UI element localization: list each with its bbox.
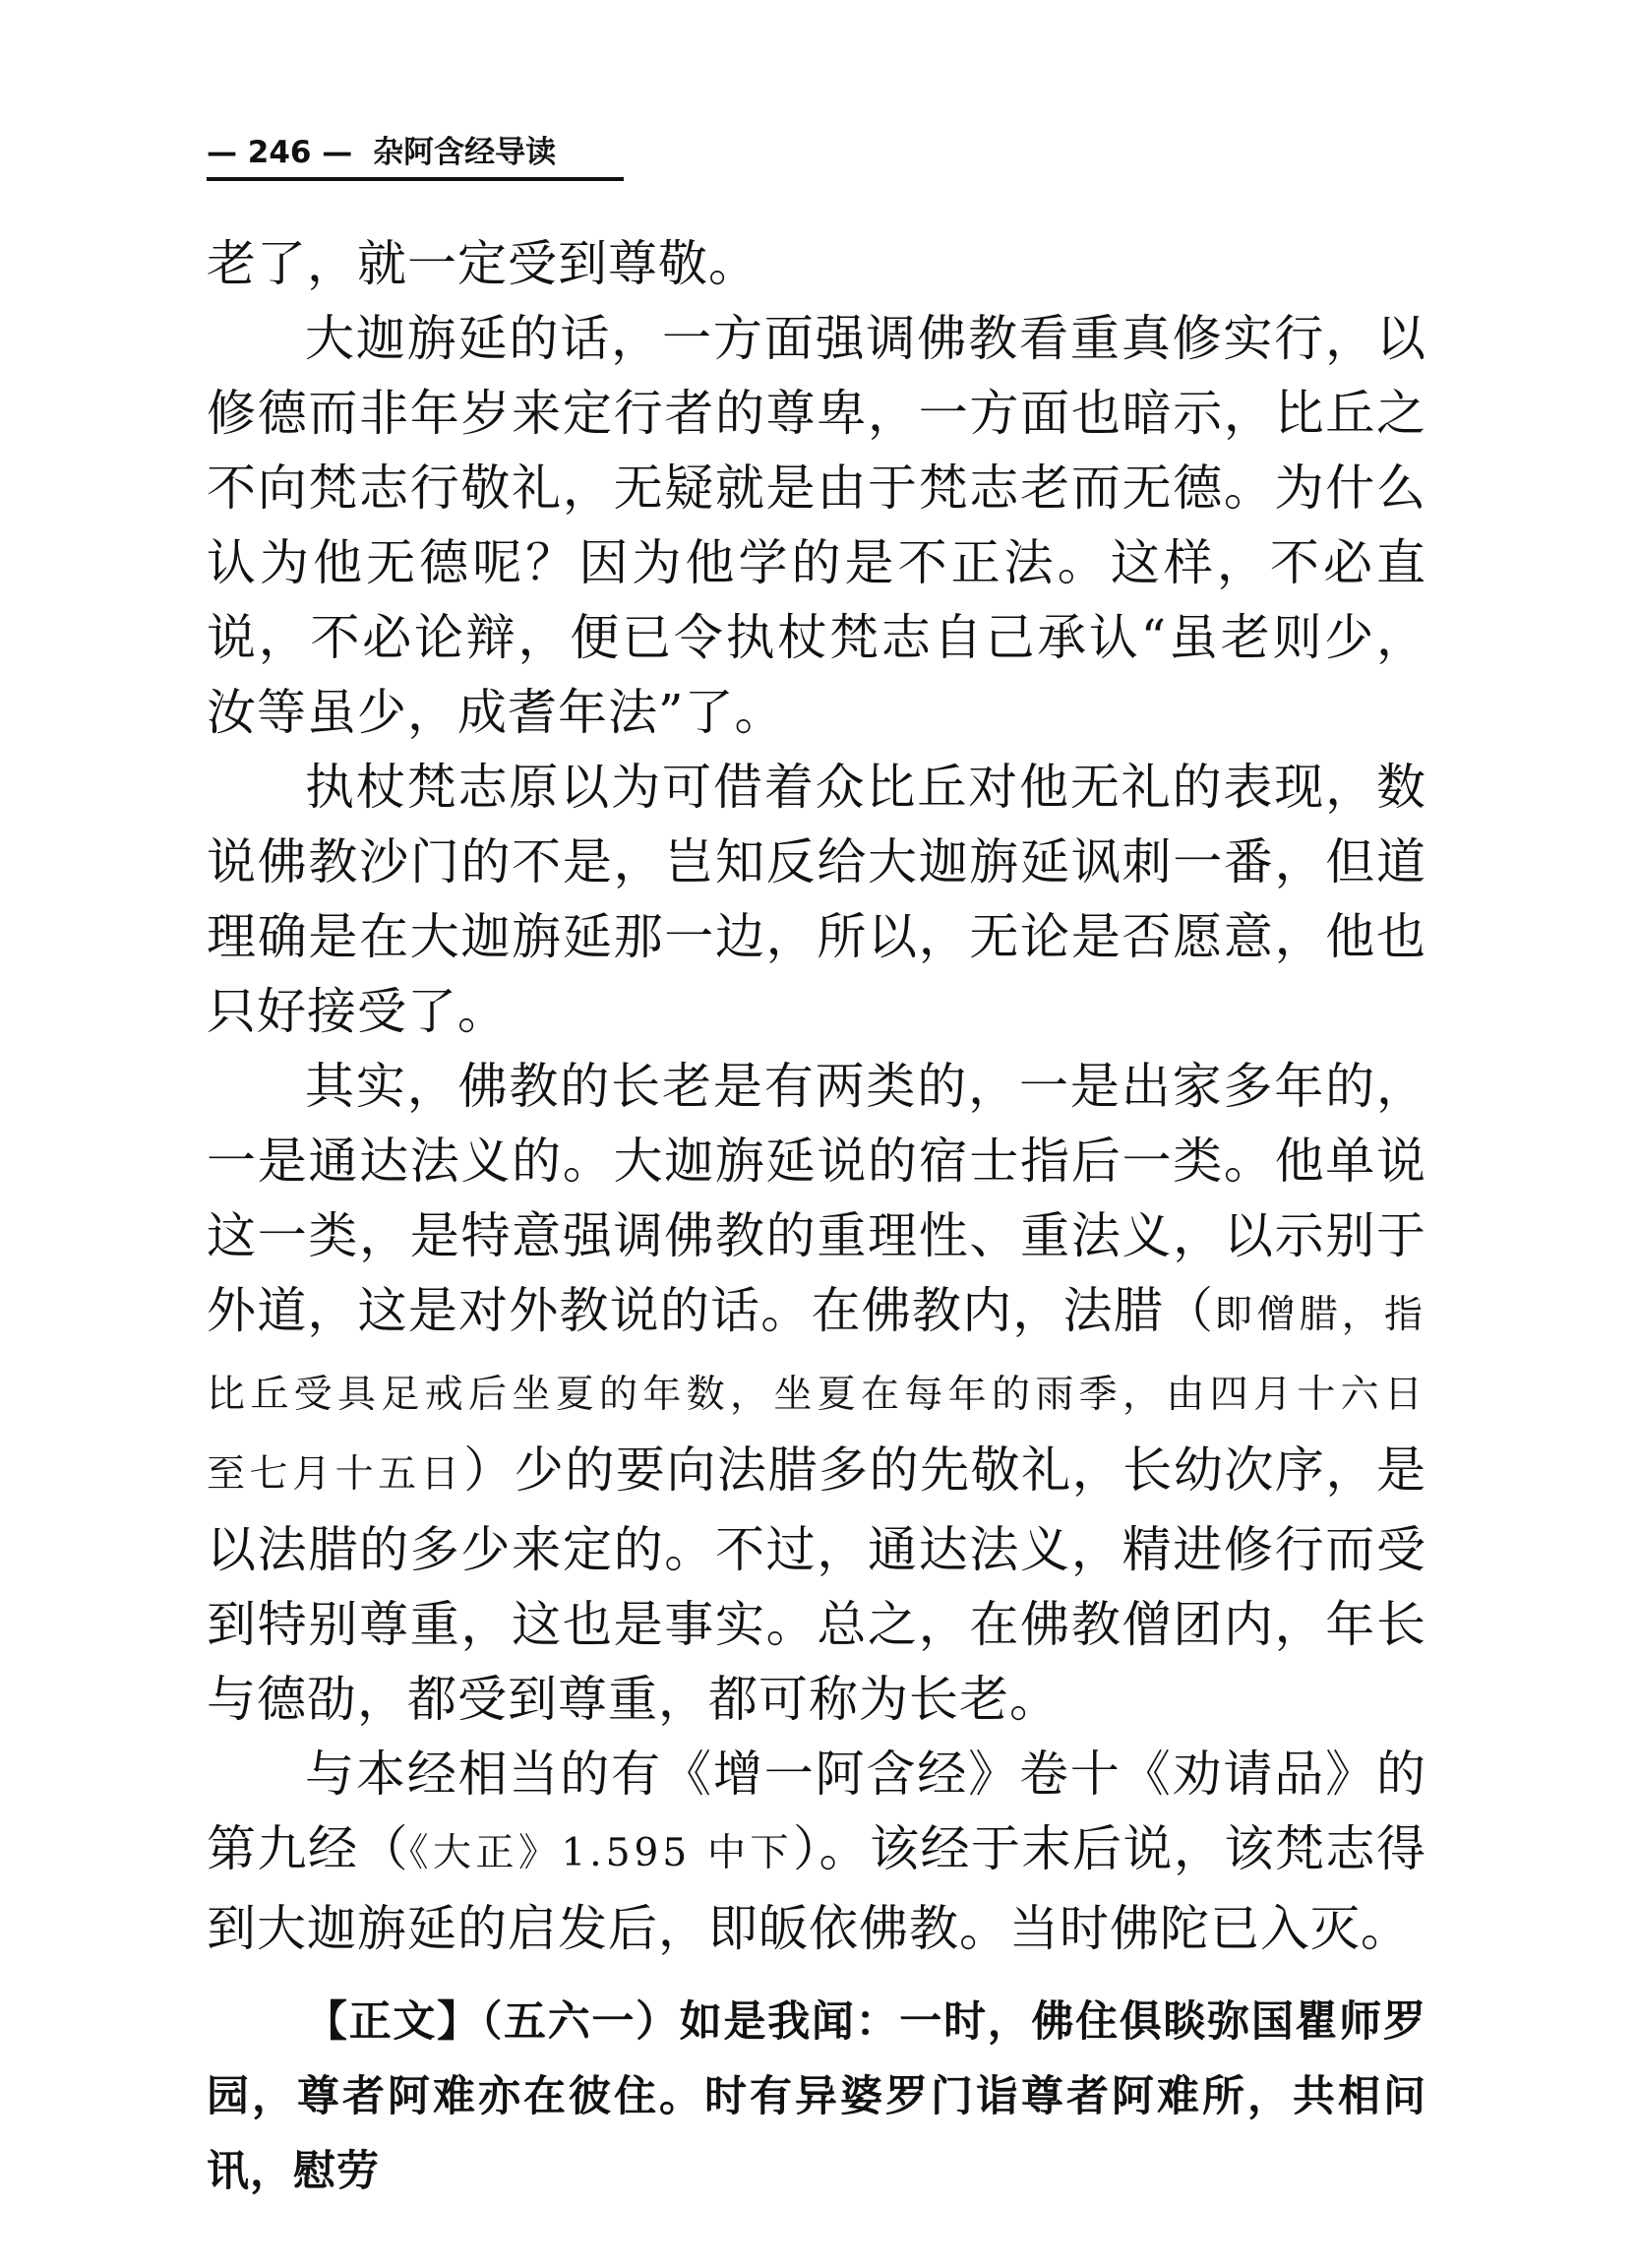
paragraph-2: 大迦旃延的话，一方面强调佛教看重真修实行，以修德而非年岁来定行者的尊卑，一方面也暗示，比丘之不向梵志行敬礼，无疑就是由于梵志老而无德。为什么认为他无德呢？因为他学的是不正法。这样，不必直说，不必论辩，便已令执杖梵志自己承认“虽老则少，汝等虽少，成耆年法”了。 — [207, 310, 1426, 741]
paragraph-4-text-a: 其实，佛教的长老是有两类的，一是出家多年的，一是通达法义的。大迦旃延说的宿士指后一类。他单说这一类，是特意强调佛教的重理性、重法义，以示别于外道，这是对外教说的话。在佛教内，法腊（ — [207, 1058, 1426, 1339]
paragraph-4-text-b: ）少的要向法腊多的先敬礼，长幼次序，是以法腊的多少来定的。不过，通达法义，精进修行而受到特别尊重，这也是事实。总之，在佛教僧团内，年长与德劭，都受到尊重，都可称为长老。 — [207, 1441, 1426, 1728]
main-text-paragraph — [207, 1985, 1426, 2209]
running-header — [207, 130, 624, 181]
paragraph-1: 老了，就一定受到尊敬。 — [207, 235, 758, 292]
paragraph-5-text-b: ）。该经于末后说，该梵志得到大迦旃延的启发后，即皈依佛教。当时佛陀已入灭。 — [207, 1820, 1427, 1957]
paragraph-5 — [207, 1737, 1426, 1966]
taisho-reference: 《大正》1.595 中下 — [409, 1831, 794, 1875]
paragraph-4 — [207, 1049, 1426, 1737]
paragraph-5-text-a: 与本经相当的有《增一阿含经》卷十《劝请品》的第九经（ — [207, 1746, 1426, 1877]
main-text-label: 【正文】 — [305, 1997, 481, 2047]
vassa-note: 即僧腊，指比丘受具足戒后坐夏的年数，坐夏在每年的雨季，由四月十六日至七月十五日 — [207, 1293, 1426, 1497]
book-title: 杂阿含经导读 — [373, 135, 557, 170]
main-text-body: （五六一）如是我闻：一时，佛住俱睒弥国瞿师罗园，尊者阿难亦在彼住。时有异婆罗门诣尊者阿难所，共相问讯，慰劳 — [207, 1997, 1427, 2196]
sutra-main-text — [207, 1985, 1426, 2209]
page-number: — 246 — — [207, 135, 353, 170]
paragraph-3: 执杖梵志原以为可借着众比丘对他无礼的表现，数说佛教沙门的不是，岂知反给大迦旃延讽刺一番，但道理确是在大迦旃延那一边，所以，无论是否愿意，他也只好接受了。 — [207, 759, 1426, 1040]
commentary-body — [207, 226, 1426, 1966]
